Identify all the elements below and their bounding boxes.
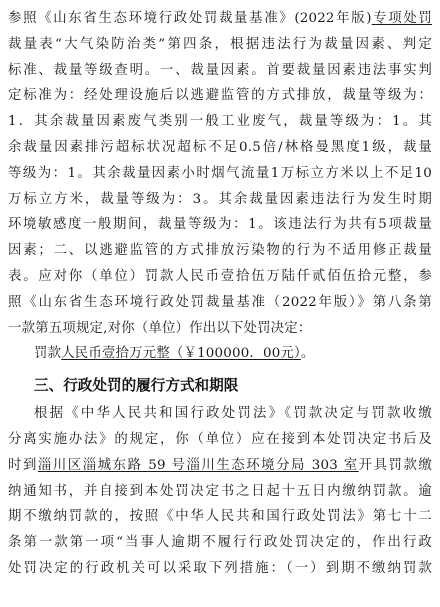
payment-office-address: 淄川区淄城东路 59 号淄川生态环境分局 303 室 <box>37 457 359 473</box>
penalty-decision-line <box>8 341 432 367</box>
text-line: 余裁量因素排污超标状况超标不足0.5倍/林格曼黑度1级，裁量 <box>8 139 432 155</box>
text-line <box>8 6 432 32</box>
text-line: 等级为：1。其余裁量因素小时烟气流量1万标立方米以上不足10 <box>8 165 432 181</box>
fine-amount: 人民币壹拾万元整（￥100000．00元） <box>61 346 301 362</box>
text-line: 因素；二、以逃避监管的方式排放污染物的行为不适用修正裁量 <box>8 243 432 259</box>
text-line: 标准、裁量等级查明。一、裁量因素。首要裁量因素违法事实判 <box>8 62 432 78</box>
text-line: 表。应对你（单位）罚款人民币壹拾伍万陆仟贰佰伍拾元整，参 <box>8 268 432 284</box>
text-segment: 时到 <box>8 457 38 473</box>
text-line: 照《山东省生态环境行政处罚裁量基准（2022年版）》第八条第 <box>8 294 432 310</box>
text-line: 期不缴纳罚款的，按照《中华人民共和国行政处罚法》第七十二 <box>8 509 432 525</box>
text-line: 裁量表“大气染防治类”第四条，根据违法行为裁量因素、判定 <box>8 36 432 52</box>
text-segment: 参照《山东省生态环境行政处罚裁量基准》(2022年版) <box>8 11 372 26</box>
text-line: 条第一款第一项“当事人逾期不履行行政处罚决定的，作出行政 <box>8 535 432 551</box>
text-line: 分离实施办法》的规定，你（单位）应在接到本处罚决定书后及 <box>8 431 432 447</box>
penalty-basis-paragraph <box>8 6 432 341</box>
text-line <box>8 453 432 479</box>
text-line: 处罚决定的行政机关可以采取下列措施：（一）到期不缴纳罚款 <box>8 560 432 576</box>
decision-suffix: 。 <box>300 346 315 362</box>
text-line: 根据《中华人民共和国行政处罚法》《罚款决定与罚款收缴 <box>34 406 432 422</box>
text-line: 纳通知书，并自接到本处罚决定书之日起十五日内缴纳罚款。逾 <box>8 483 432 499</box>
text-line: 万标立方米，裁量等级为：3。其余裁量因素违法行为发生时期 <box>8 191 432 207</box>
text-line: 1．其余裁量因素废气类别一般工业废气，裁量等级为：1。其 <box>8 114 432 130</box>
text-line: 一款第五项规定,对你（单位）作出以下处罚决定： <box>8 320 312 336</box>
text-line: 环境敏感度一般期间，裁量等级为：1。该违法行为共有5项裁量 <box>8 217 432 233</box>
text-line: 定标准为：经处理设施后以逃避监管的方式排放，裁量等级为： <box>8 88 432 104</box>
section-heading: 三、行政处罚的履行方式和期限 <box>34 377 239 395</box>
payment-method-paragraph <box>8 401 432 582</box>
decision-prefix: 罚款 <box>34 346 62 362</box>
underlined-text: 专项处罚 <box>371 11 432 26</box>
text-segment: 开具罚款缴 <box>358 457 432 473</box>
